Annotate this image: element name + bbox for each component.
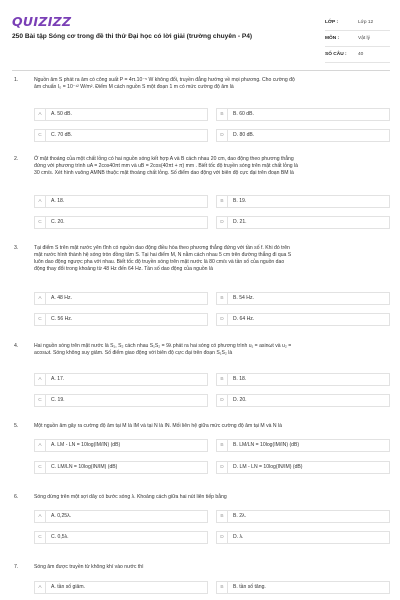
option-letter: D <box>217 130 228 141</box>
question-line: Hai nguồn sóng trên mặt nước là S₁, S₂ cách nhau S₁S₂ = 9λ phát ra hai sóng có phương trình u₁ = asinωt và u₂ = <box>34 343 292 349</box>
worksheet-meta <box>325 15 390 63</box>
question-number: 2. <box>14 156 19 162</box>
option-letter: A <box>35 440 46 451</box>
option-letter: B <box>217 582 228 593</box>
option-d[interactable] <box>216 531 390 544</box>
option-c[interactable] <box>34 313 208 326</box>
option-d[interactable] <box>216 461 390 474</box>
option-c[interactable] <box>34 531 208 544</box>
option-a[interactable] <box>34 292 208 305</box>
option-letter: A <box>35 511 46 522</box>
option-letter: B <box>217 440 228 451</box>
option-d[interactable] <box>216 216 390 229</box>
option-text: B. 2λ. <box>233 513 247 519</box>
meta-value: Lớp 12 <box>358 20 374 25</box>
option-b[interactable] <box>216 373 390 386</box>
meta-row-class <box>325 15 390 31</box>
option-b[interactable] <box>216 108 390 121</box>
option-a[interactable] <box>34 195 208 208</box>
option-text: B. 54 Hz. <box>233 295 254 301</box>
option-letter: C <box>35 532 46 543</box>
question-number: 7. <box>14 564 19 570</box>
question-number: 4. <box>14 343 19 349</box>
meta-row-subject <box>325 31 390 47</box>
question-text <box>34 494 389 501</box>
question-text <box>34 77 389 91</box>
question-line: mặt nước hình thành hệ sóng tròn đồng tâm S. Tại hai điểm M, N nằm cách nhau 5 cm trên đường thẳng đi qua S <box>34 252 292 258</box>
option-letter: B <box>217 511 228 522</box>
option-d[interactable] <box>216 394 390 407</box>
question-line: âm chuẩn I₀ = 10⁻¹² W/m². Điểm M cách nguồn S một đoạn 1 m có mức cường độ âm là <box>34 84 234 90</box>
worksheet-header <box>0 0 400 64</box>
option-text: D. 80 dB. <box>233 132 255 138</box>
option-letter: B <box>217 293 228 304</box>
option-letter: D <box>217 462 228 473</box>
question-text <box>34 423 389 430</box>
option-text: B. tần số tăng. <box>233 584 266 590</box>
option-text: A. 0,25λ. <box>51 513 72 519</box>
option-text: D. λ. <box>233 534 244 540</box>
option-d[interactable] <box>216 313 390 326</box>
option-text: C. 56 Hz. <box>51 316 73 322</box>
header-divider <box>12 70 390 71</box>
option-letter: C <box>35 130 46 141</box>
option-text: C. 20. <box>51 219 65 225</box>
option-c[interactable] <box>34 129 208 142</box>
question-text <box>34 245 389 273</box>
option-text: A. tần số giảm. <box>51 584 85 590</box>
question-number: 6. <box>14 494 19 500</box>
quizizz-logo: QUIZIZZ <box>12 14 72 29</box>
option-d[interactable] <box>216 129 390 142</box>
option-letter: C <box>35 462 46 473</box>
question-text <box>34 156 389 177</box>
meta-value: Vật lý <box>358 36 370 41</box>
question-line: động thay đổi trong khoảng từ 48 Hz đến 64 Hz. Tần số dao động của nguồn là <box>34 266 213 272</box>
question-line: Sóng dừng trên một sợi dây có bước sóng λ. Khoảng cách giữa hai nút liên tiếp bằng <box>34 494 227 500</box>
question-line: 30 cm/s. Xét hình vuông AMNB thuộc mặt thoáng chất lỏng. Số điểm dao động với biên độ cực đại trên đoạn BM là <box>34 170 294 176</box>
meta-label: LỚP : <box>325 20 339 25</box>
option-text: A. 50 dB. <box>51 111 72 117</box>
option-a[interactable] <box>34 581 208 594</box>
option-a[interactable] <box>34 439 208 452</box>
question-line: Một nguồn âm gây ra cường độ âm tại M là IM và tại N là IN. Mối liên hệ giữa mức cường độ âm tại M và N là <box>34 423 282 429</box>
option-letter: A <box>35 374 46 385</box>
question-line: luôn dao động ngược pha với nhau. Biết tốc độ truyền sóng trên mặt nước là 80 cm/s và tần số của nguồn dao <box>34 259 285 265</box>
option-letter: D <box>217 395 228 406</box>
question-line: acosωt. Sóng không suy giảm. Số điểm giao động với biên độ cực đại trên đoạn S₁S₂ là <box>34 350 233 356</box>
option-letter: B <box>217 196 228 207</box>
option-letter: C <box>35 314 46 325</box>
option-text: D. 21. <box>233 219 247 225</box>
option-letter: A <box>35 196 46 207</box>
option-letter: D <box>217 217 228 228</box>
option-letter: B <box>217 109 228 120</box>
option-text: B. LM/LN = 10log(IM/IN) (dB) <box>233 442 300 448</box>
option-letter: A <box>35 109 46 120</box>
option-text: A. 17. <box>51 376 65 382</box>
option-a[interactable] <box>34 510 208 523</box>
option-text: B. 18. <box>233 376 247 382</box>
option-b[interactable] <box>216 581 390 594</box>
option-text: A. 48 Hz. <box>51 295 72 301</box>
option-text: B. 60 dB. <box>233 111 254 117</box>
option-b[interactable] <box>216 510 390 523</box>
option-a[interactable] <box>34 373 208 386</box>
option-text: C. 70 dB. <box>51 132 73 138</box>
option-c[interactable] <box>34 394 208 407</box>
question-number: 3. <box>14 245 19 251</box>
option-text: C. 19. <box>51 397 65 403</box>
meta-value: 40 <box>358 52 364 57</box>
question-line: Nguồn âm S phát ra âm có công suất P = 4π.10⁻⁵ W không đổi, truyền đẳng hướng về mọi phương. Cho cường độ <box>34 77 295 83</box>
option-text: C. LM/LN = 10log(IN/IM) (dB) <box>51 464 118 470</box>
option-text: D. LM - LN = 10log(IN/IM) (dB) <box>233 464 303 470</box>
option-b[interactable] <box>216 439 390 452</box>
option-text: A. 18. <box>51 198 65 204</box>
question-line: Tại điểm S trên mặt nước yên tĩnh có nguồn dao động điều hòa theo phương thẳng đứng với tần số f. Khi đó trên <box>34 245 290 251</box>
meta-row-count <box>325 47 390 63</box>
question-text <box>34 564 389 571</box>
option-text: D. 20. <box>233 397 247 403</box>
option-letter: B <box>217 374 228 385</box>
option-letter: D <box>217 532 228 543</box>
option-text: A. LM - LN = 10log(IM/IN) (dB) <box>51 442 121 448</box>
option-c[interactable] <box>34 461 208 474</box>
worksheet-title: 250 Bài tập Sóng cơ trong đề thi thử Đại học có lời giải (trường chuyên - P4) <box>12 33 253 40</box>
meta-label: MÔN : <box>325 36 340 41</box>
option-b[interactable] <box>216 292 390 305</box>
option-letter: A <box>35 293 46 304</box>
option-letter: A <box>35 582 46 593</box>
option-text: D. 64 Hz. <box>233 316 255 322</box>
meta-label: SỐ CÂU : <box>325 52 347 57</box>
question-text <box>34 343 389 357</box>
question-line: Ở mặt thoáng của một chất lỏng có hai nguồn sóng kết hợp A và B cách nhau 20 cm, dao động theo phương thẳng <box>34 156 294 162</box>
option-letter: D <box>217 314 228 325</box>
option-b[interactable] <box>216 195 390 208</box>
option-letter: C <box>35 395 46 406</box>
question-number: 1. <box>14 77 19 83</box>
option-text: C. 0,5λ. <box>51 534 69 540</box>
question-line: đứng với phương trình uA = 2cos40πt mm và uB = 2cos(40πt + π) mm . Biết tốc độ truyền sóng trên mặt chất lỏng là <box>34 163 299 169</box>
question-line: Sóng âm được truyền từ không khí vào nước thì <box>34 564 144 570</box>
option-text: B. 19. <box>233 198 247 204</box>
option-c[interactable] <box>34 216 208 229</box>
question-number: 5. <box>14 423 19 429</box>
option-a[interactable] <box>34 108 208 121</box>
option-letter: C <box>35 217 46 228</box>
